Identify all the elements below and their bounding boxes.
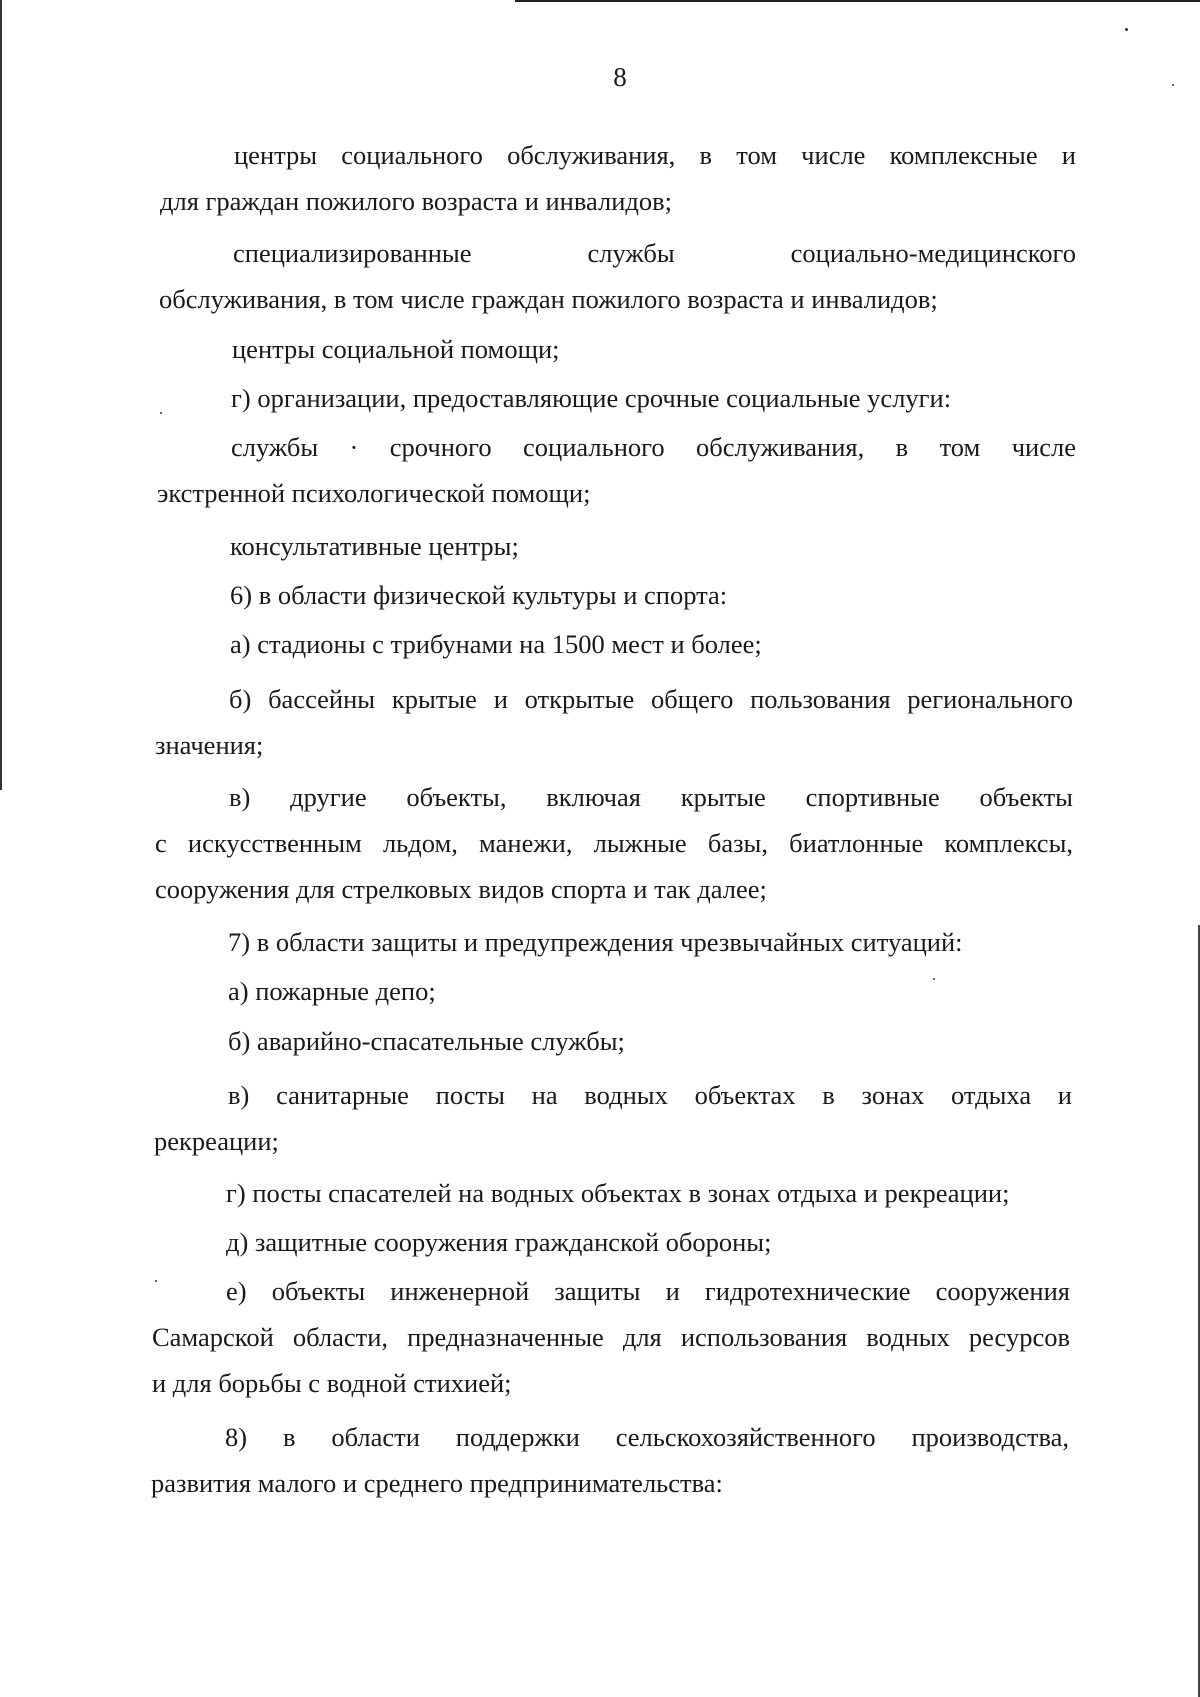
paragraph-line: обслуживания, в том числе граждан пожилого возраста и инвалидов; — [159, 284, 938, 314]
paragraph — [232, 326, 560, 372]
paragraph — [160, 132, 1076, 224]
paragraph — [152, 1268, 1070, 1406]
paragraph-line: значения; — [155, 730, 264, 760]
paragraph-line: 7) в области защиты и предупреждения чрезвычайных ситуаций: — [228, 927, 963, 957]
paragraph-line: а) стадионы с трибунами на 1500 мест и более; — [230, 629, 762, 659]
scan-speck — [1125, 28, 1128, 31]
paragraph-line: центры социальной помощи; — [232, 334, 560, 364]
paragraph — [230, 523, 519, 569]
paragraph-line: 6) в области физической культуры и спорта: — [230, 580, 728, 610]
paragraph-line: рекреации; — [154, 1126, 279, 1156]
paragraph — [157, 424, 1076, 516]
paragraph-line: специализированные службы социально-медицинского — [233, 238, 1076, 268]
paragraph-line: 8) в области поддержки сельскохозяйственного производства, — [225, 1422, 1069, 1452]
paragraph-line: развития малого и среднего предпринимательства: — [151, 1468, 723, 1498]
paragraph — [155, 676, 1073, 768]
paragraph-line: и для борьбы с водной стихией; — [152, 1368, 512, 1398]
paragraph-line: а) пожарные депо; — [228, 976, 436, 1006]
paragraph-line: б) бассейны крытые и открытые общего пользования регионального — [229, 684, 1073, 714]
paragraph — [226, 1170, 1009, 1216]
paragraph-line: консультативные центры; — [230, 531, 519, 561]
scan-edge-left — [0, 0, 2, 790]
paragraph — [151, 1414, 1069, 1506]
paragraph — [228, 1018, 625, 1064]
scan-edge-top — [515, 0, 1200, 2]
paragraph-line: сооружения для стрелковых видов спорта и так далее; — [155, 874, 767, 904]
paragraph — [228, 968, 436, 1014]
paragraph-line: службы · срочного социального обслуживания, в том числе — [231, 432, 1076, 462]
paragraph-line: в) другие объекты, включая крытые спортивные объекты — [229, 782, 1073, 812]
paragraph — [230, 621, 762, 667]
paragraph-line: центры социального обслуживания, в том числе комплексные и — [234, 140, 1076, 170]
scan-speck — [160, 412, 162, 414]
paragraph — [228, 919, 963, 965]
paragraph-line: г) посты спасателей на водных объектах в зонах отдыха и рекреации; — [226, 1178, 1010, 1208]
paragraph-line: экстренной психологической помощи; — [157, 478, 591, 508]
paragraph — [155, 774, 1073, 912]
paragraph-line: с искусственным льдом, манежи, лыжные базы, биатлонные комплексы, — [155, 828, 1073, 858]
paragraph — [226, 1219, 771, 1265]
paragraph-line: е) объекты инженерной защиты и гидротехнические сооружения — [226, 1276, 1070, 1306]
paragraph-line: д) защитные сооружения гражданской обороны; — [226, 1227, 772, 1257]
paragraph — [230, 572, 727, 618]
paragraph-line: г) организации, предоставляющие срочные социальные услуги: — [231, 383, 952, 413]
paragraph — [154, 1072, 1072, 1164]
paragraph — [231, 375, 951, 421]
scan-speck — [933, 978, 935, 980]
paragraph-line: в) санитарные посты на водных объектах в зонах отдыха и — [228, 1080, 1072, 1110]
paragraph-line: для граждан пожилого возраста и инвалидов; — [160, 186, 673, 216]
page-number: 8 — [613, 62, 627, 92]
paragraph-line: б) аварийно-спасательные службы; — [228, 1026, 625, 1056]
paragraph — [159, 230, 1076, 322]
paragraph-line: Самарской области, предназначенные для использования водных ресурсов — [152, 1322, 1070, 1352]
